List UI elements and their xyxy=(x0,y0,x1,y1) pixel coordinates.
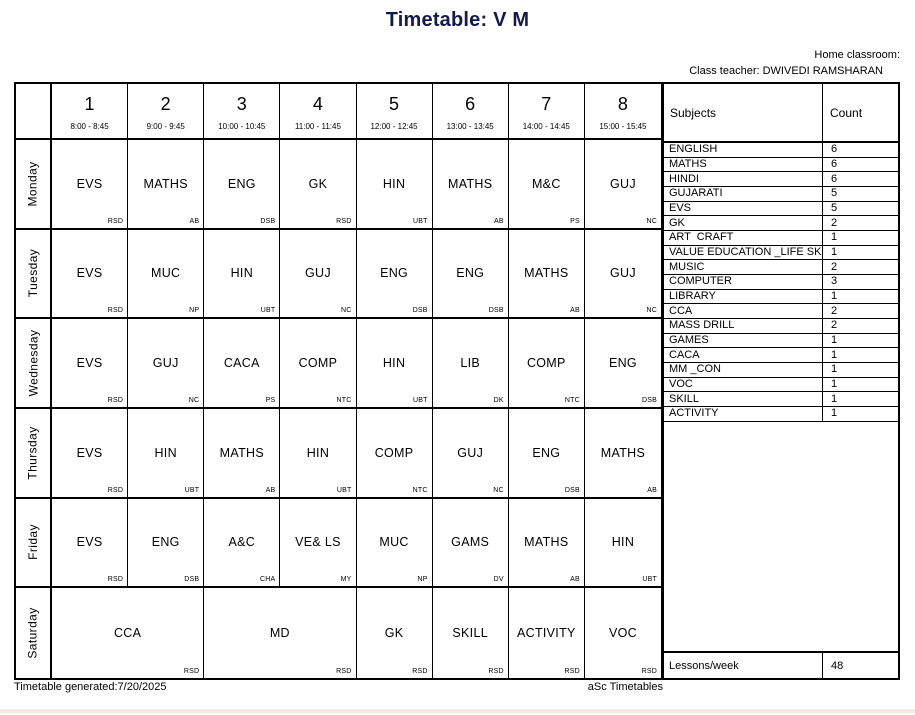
subject-row[interactable] xyxy=(664,231,898,246)
period-time: 9:00 - 9:45 xyxy=(146,122,185,131)
period-number: 3 xyxy=(236,94,247,114)
lesson-subject: M&C xyxy=(531,176,561,191)
subjects-panel xyxy=(663,82,900,680)
lesson-cell[interactable] xyxy=(433,588,509,678)
period-time: 12:00 - 12:45 xyxy=(370,122,418,131)
lesson-subject: EVS xyxy=(76,266,103,281)
lesson-teacher-code: UBT xyxy=(184,486,200,494)
lesson-teacher-code: RSD xyxy=(336,217,352,225)
lesson-cell[interactable] xyxy=(280,319,356,409)
lesson-subject: HIN xyxy=(154,445,177,460)
lesson-cell[interactable] xyxy=(357,409,433,499)
period-header-5 xyxy=(357,84,433,140)
period-header-3 xyxy=(204,84,280,140)
lesson-subject: MATHS xyxy=(143,176,188,191)
lesson-cell[interactable] xyxy=(585,230,661,320)
lesson-subject: COMP xyxy=(374,445,414,460)
lesson-cell[interactable] xyxy=(52,319,128,409)
day-label-text: Tuesday xyxy=(26,249,41,298)
lesson-subject: MD xyxy=(269,626,290,641)
subject-name: EVS xyxy=(664,202,823,216)
subject-count: 2 xyxy=(831,304,838,317)
lesson-teacher-code: AB xyxy=(647,486,657,494)
lesson-teacher-code: AB xyxy=(570,307,580,315)
lesson-cell[interactable] xyxy=(204,588,356,678)
lesson-teacher-code: NP xyxy=(417,576,428,584)
day-label-text: Monday xyxy=(26,161,40,207)
period-header-1 xyxy=(52,84,128,140)
lesson-teacher-code: AB xyxy=(494,217,504,225)
subject-row[interactable] xyxy=(664,290,898,305)
lesson-teacher-code: UBT xyxy=(413,217,428,225)
lesson-subject: ENG xyxy=(227,176,256,191)
subject-count: 2 xyxy=(831,216,838,229)
lessons-week-label: Lessons/week xyxy=(664,653,823,678)
grid-corner-cell xyxy=(16,84,52,140)
subject-count: 6 xyxy=(831,143,838,156)
lesson-teacher-code: NP xyxy=(189,307,200,315)
subject-row[interactable] xyxy=(664,363,898,378)
lesson-teacher-code: DSB xyxy=(260,217,276,225)
lesson-cell[interactable] xyxy=(52,588,204,678)
lesson-cell[interactable] xyxy=(357,319,433,409)
lesson-teacher-code: NTC xyxy=(336,396,352,404)
lesson-cell[interactable] xyxy=(280,230,356,320)
lesson-subject: GK xyxy=(308,176,328,191)
lesson-subject: EVS xyxy=(76,176,103,191)
lesson-cell[interactable] xyxy=(585,140,661,230)
period-time: 10:00 - 10:45 xyxy=(218,122,266,131)
subject-name: MUSIC xyxy=(664,260,823,274)
lesson-teacher-code: NTC xyxy=(412,486,428,494)
lesson-cell[interactable] xyxy=(357,499,433,589)
lesson-subject: MUC xyxy=(151,266,181,281)
lesson-subject: GUJ xyxy=(609,176,636,191)
subject-count: 2 xyxy=(831,260,838,273)
panel-filler xyxy=(664,422,898,651)
day-label-friday xyxy=(16,499,52,589)
lesson-subject: ENG xyxy=(380,266,409,281)
subject-count: 1 xyxy=(831,290,838,303)
period-time: 8:00 - 8:45 xyxy=(70,122,109,131)
lesson-cell[interactable] xyxy=(52,409,128,499)
lesson-subject: GUJ xyxy=(152,356,179,371)
subject-name: HINDI xyxy=(664,172,823,186)
lesson-cell[interactable] xyxy=(433,140,509,230)
lesson-cell[interactable] xyxy=(585,319,661,409)
lesson-teacher-code: DSB xyxy=(184,576,200,584)
lesson-cell[interactable] xyxy=(433,319,509,409)
lesson-cell[interactable] xyxy=(204,319,280,409)
lesson-teacher-code: AB xyxy=(570,576,580,584)
subject-count: 1 xyxy=(831,378,838,391)
subject-name: MATHS xyxy=(664,158,823,172)
lesson-teacher-code: NC xyxy=(188,396,200,404)
lesson-cell[interactable] xyxy=(509,230,585,320)
lesson-teacher-code: UBT xyxy=(642,576,657,584)
lesson-subject: EVS xyxy=(76,356,103,371)
lesson-subject: ENG xyxy=(608,356,637,371)
timetable-grid xyxy=(14,82,663,680)
lesson-cell[interactable] xyxy=(433,230,509,320)
lesson-cell[interactable] xyxy=(509,140,585,230)
subject-row[interactable] xyxy=(664,378,898,393)
period-number: 6 xyxy=(465,94,476,114)
period-time: 14:00 - 14:45 xyxy=(522,122,570,131)
home-classroom-label: Home classroom: xyxy=(814,49,900,61)
lesson-cell[interactable] xyxy=(357,230,433,320)
class-teacher-label: Class teacher: DWIVEDI RAMSHARAN xyxy=(689,65,883,77)
lesson-teacher-code: RSD xyxy=(641,667,657,675)
lesson-teacher-code: RSD xyxy=(488,667,504,675)
lesson-teacher-code: DSB xyxy=(412,307,428,315)
subject-row[interactable] xyxy=(664,275,898,290)
lesson-subject: GUJ xyxy=(457,445,484,460)
lesson-cell[interactable] xyxy=(433,409,509,499)
subject-name: COMPUTER xyxy=(664,275,823,289)
lesson-subject: HIN xyxy=(306,445,330,460)
lesson-cell[interactable] xyxy=(509,319,585,409)
subject-count: 6 xyxy=(831,172,838,185)
subject-name: VALUE EDUCATION _LIFE SK xyxy=(664,246,823,260)
lesson-subject: EVS xyxy=(76,535,103,550)
subject-row[interactable] xyxy=(664,172,898,187)
subject-count: 6 xyxy=(831,158,838,170)
lesson-subject: MATHS xyxy=(448,176,493,191)
lesson-teacher-code: RSD xyxy=(107,307,124,315)
lesson-subject: MATHS xyxy=(600,445,646,460)
lesson-teacher-code: DSB xyxy=(642,396,657,404)
subject-row[interactable] xyxy=(664,392,898,407)
lesson-subject: GUJ xyxy=(304,266,331,281)
subject-name: MM _CON xyxy=(664,363,823,377)
lesson-cell[interactable] xyxy=(280,499,356,589)
subject-count: 3 xyxy=(831,275,838,288)
lesson-cell[interactable] xyxy=(585,499,661,589)
subject-row[interactable] xyxy=(664,319,898,334)
lesson-teacher-code: DSB xyxy=(488,307,504,315)
lesson-teacher-code: NC xyxy=(646,307,657,315)
lesson-cell[interactable] xyxy=(128,319,204,409)
day-label-thursday xyxy=(16,409,52,499)
subject-row[interactable] xyxy=(664,260,898,275)
lesson-cell[interactable] xyxy=(52,230,128,320)
lesson-cell[interactable] xyxy=(128,140,204,230)
lesson-cell[interactable] xyxy=(433,499,509,589)
lesson-subject: ENG xyxy=(456,266,485,281)
lesson-cell[interactable] xyxy=(204,499,280,589)
subject-name: ACTIVITY xyxy=(664,407,823,421)
lesson-subject: HIN xyxy=(382,356,406,371)
subject-rows xyxy=(664,143,898,422)
lessons-week-row xyxy=(664,651,898,678)
day-label-tuesday xyxy=(16,230,52,320)
lesson-subject: CACA xyxy=(223,356,260,371)
lesson-cell[interactable] xyxy=(585,588,661,678)
lesson-subject: GUJ xyxy=(609,266,636,281)
lesson-cell[interactable] xyxy=(280,409,356,499)
period-number: 1 xyxy=(84,94,95,114)
period-header-6 xyxy=(433,84,509,140)
subject-count: 5 xyxy=(831,187,838,200)
lesson-cell[interactable] xyxy=(509,409,585,499)
lesson-cell[interactable] xyxy=(52,140,128,230)
subject-count: 1 xyxy=(831,348,838,361)
period-header-8 xyxy=(585,84,661,140)
lesson-cell[interactable] xyxy=(204,230,280,320)
lesson-teacher-code: RSD xyxy=(107,486,124,494)
subject-count: 1 xyxy=(831,334,838,347)
lesson-teacher-code: PS xyxy=(570,217,580,225)
lesson-teacher-code: RSD xyxy=(412,667,428,675)
lesson-subject: EVS xyxy=(76,445,103,460)
subject-row[interactable] xyxy=(664,202,898,217)
subject-row[interactable] xyxy=(664,158,898,173)
period-number: 2 xyxy=(160,94,171,114)
lesson-subject: A&C xyxy=(228,535,256,550)
lesson-subject: LIB xyxy=(460,356,481,371)
subject-name: SKILL xyxy=(664,392,823,406)
lesson-cell[interactable] xyxy=(357,588,433,678)
lesson-subject: VOC xyxy=(608,626,637,641)
subject-name: VOC xyxy=(664,378,823,392)
lesson-subject: HIN xyxy=(382,176,406,191)
lesson-subject: HIN xyxy=(611,535,635,550)
subject-name: ENGLISH xyxy=(664,143,823,157)
lesson-teacher-code: AB xyxy=(265,486,276,494)
lesson-subject: HIN xyxy=(230,266,254,281)
lesson-teacher-code: NC xyxy=(340,307,352,315)
lesson-teacher-code: RSD xyxy=(107,217,124,225)
subject-name: GK xyxy=(664,216,823,230)
subject-row[interactable] xyxy=(664,216,898,231)
subject-count: 1 xyxy=(831,363,838,376)
subject-name: ART CRAFT xyxy=(664,231,823,245)
lesson-teacher-code: CHA xyxy=(259,576,276,584)
lessons-week-value: 48 xyxy=(831,659,844,672)
lesson-teacher-code: DSB xyxy=(564,486,580,494)
lesson-subject: CCA xyxy=(113,626,142,641)
subject-row[interactable] xyxy=(664,187,898,202)
day-label-text: Saturday xyxy=(26,607,41,659)
lesson-subject: MATHS xyxy=(524,266,569,281)
bottom-edge-bar xyxy=(0,709,915,713)
lesson-subject: MATHS xyxy=(524,535,569,550)
subjects-panel-header xyxy=(664,84,898,143)
period-time: 11:00 - 11:45 xyxy=(294,122,341,131)
lesson-cell[interactable] xyxy=(204,409,280,499)
lesson-teacher-code: NTC xyxy=(564,396,580,404)
day-label-monday xyxy=(16,140,52,230)
lesson-teacher-code: UBT xyxy=(336,486,352,494)
lesson-teacher-code: UBT xyxy=(413,396,428,404)
subject-row[interactable] xyxy=(664,407,898,422)
subject-count: 1 xyxy=(831,231,838,244)
subject-name: MASS DRILL xyxy=(664,319,823,333)
lesson-subject: ENG xyxy=(532,445,561,460)
lesson-subject: COMP xyxy=(298,356,338,371)
lesson-teacher-code: RSD xyxy=(336,667,352,675)
day-label-wednesday xyxy=(16,319,52,409)
lesson-subject: ENG xyxy=(151,535,180,550)
lesson-subject: SKILL xyxy=(452,626,488,641)
lesson-teacher-code: RSD xyxy=(183,667,200,675)
lesson-cell[interactable] xyxy=(280,140,356,230)
count-column-header: Count xyxy=(830,105,863,120)
period-number: 5 xyxy=(389,94,400,114)
page-title: Timetable: V M xyxy=(385,9,530,31)
lesson-cell[interactable] xyxy=(585,409,661,499)
lesson-teacher-code: DK xyxy=(493,396,504,404)
period-header-7 xyxy=(509,84,585,140)
lesson-teacher-code: NC xyxy=(493,486,504,494)
subject-row[interactable] xyxy=(664,304,898,319)
period-time: 15:00 - 15:45 xyxy=(599,122,647,131)
period-number: 4 xyxy=(312,94,323,114)
day-label-text: Thursday xyxy=(26,426,41,480)
period-header-2 xyxy=(128,84,204,140)
subject-name: CCA xyxy=(664,304,823,318)
subject-row[interactable] xyxy=(664,143,898,158)
subject-count: 1 xyxy=(831,407,838,420)
subjects-column-header: Subjects xyxy=(664,84,823,141)
lesson-cell[interactable] xyxy=(52,499,128,589)
subject-name: CACA xyxy=(664,348,823,362)
period-number: 7 xyxy=(541,94,552,114)
lesson-subject: COMP xyxy=(526,356,566,371)
lesson-teacher-code: UBT xyxy=(260,307,276,315)
subject-count: 1 xyxy=(831,392,838,405)
lesson-teacher-code: AB xyxy=(189,217,200,225)
day-label-saturday xyxy=(16,588,52,678)
lesson-teacher-code: RSD xyxy=(564,667,580,675)
lesson-cell[interactable] xyxy=(128,499,204,589)
lesson-cell[interactable] xyxy=(128,230,204,320)
lesson-teacher-code: RSD xyxy=(107,396,124,404)
lesson-teacher-code: NC xyxy=(646,217,657,225)
lesson-cell[interactable] xyxy=(509,588,585,678)
footer-brand-text: aSc Timetables xyxy=(587,681,663,693)
lesson-subject: GK xyxy=(384,626,404,641)
subject-count: 2 xyxy=(831,319,838,332)
day-label-text: Friday xyxy=(26,524,40,561)
subject-row[interactable] xyxy=(664,348,898,363)
subject-name: GUJARATI xyxy=(664,187,823,201)
subject-name: LIBRARY xyxy=(664,290,823,304)
subject-count: 1 xyxy=(831,246,838,259)
subject-name: GAMES xyxy=(664,334,823,348)
period-header-4 xyxy=(280,84,356,140)
subject-row[interactable] xyxy=(664,246,898,261)
lesson-cell[interactable] xyxy=(204,140,280,230)
lesson-teacher-code: RSD xyxy=(107,576,124,584)
lesson-cell[interactable] xyxy=(128,409,204,499)
footer-generated-text: Timetable generated:7/20/2025 xyxy=(14,681,167,693)
lesson-subject: GAMS xyxy=(451,535,490,550)
subject-count: 5 xyxy=(831,202,838,215)
lesson-subject: VE& LS xyxy=(295,535,341,550)
lesson-teacher-code: MY xyxy=(340,576,352,584)
lesson-cell[interactable] xyxy=(509,499,585,589)
subject-row[interactable] xyxy=(664,334,898,349)
period-number: 8 xyxy=(617,94,628,114)
day-label-text: Wednesday xyxy=(26,329,41,397)
lesson-subject: MATHS xyxy=(219,445,264,460)
lesson-subject: ACTIVITY xyxy=(516,626,576,641)
lesson-cell[interactable] xyxy=(357,140,433,230)
lesson-subject: MUC xyxy=(379,535,409,550)
lesson-teacher-code: PS xyxy=(265,396,276,404)
period-time: 13:00 - 13:45 xyxy=(446,122,494,131)
lesson-teacher-code: DV xyxy=(493,576,504,584)
